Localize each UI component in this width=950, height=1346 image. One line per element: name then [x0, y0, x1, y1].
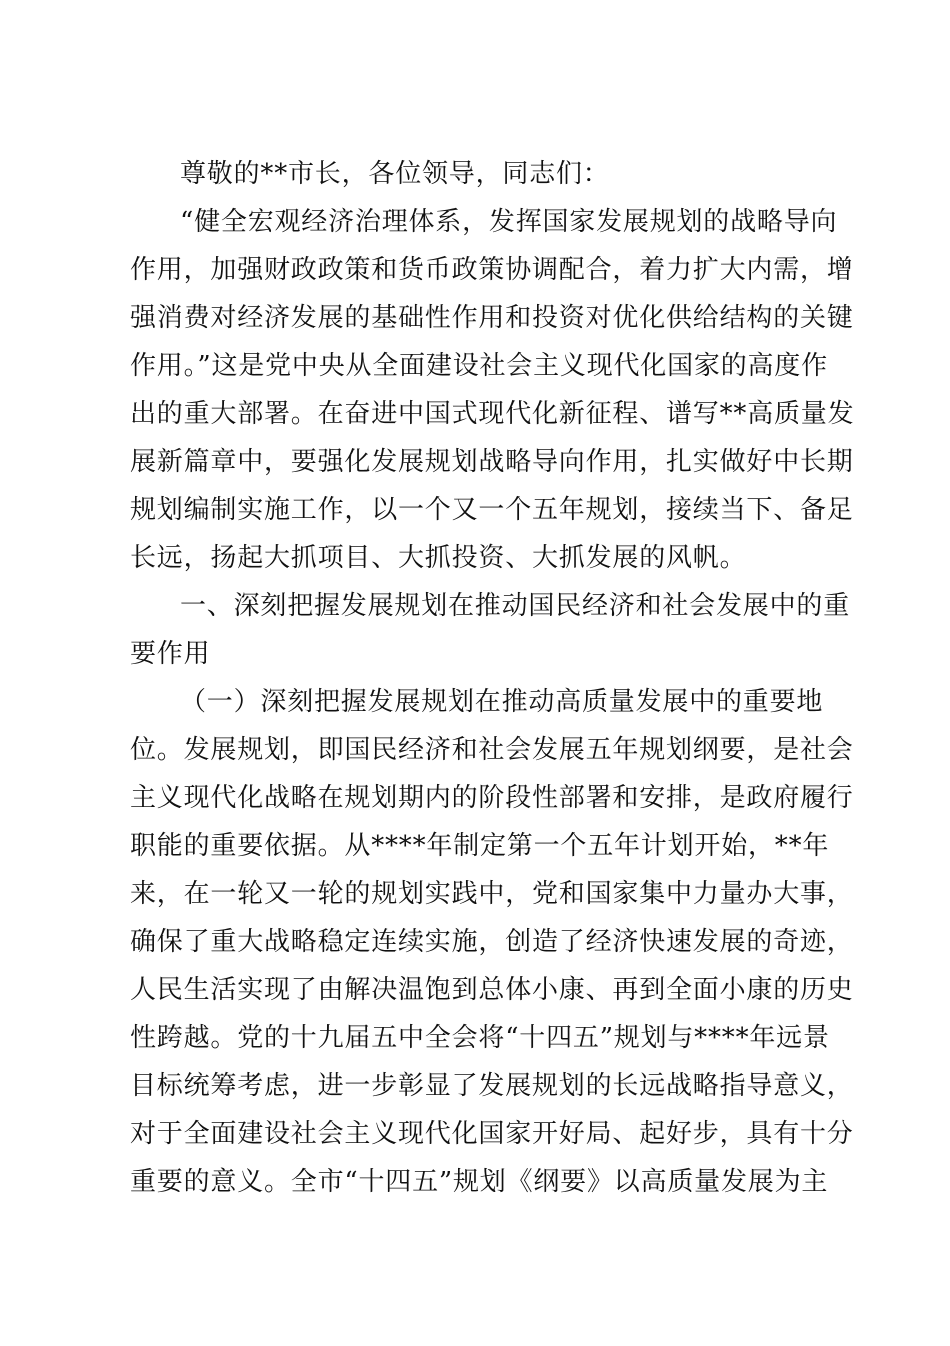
intro-line-1: “健全宏观经济治理体系，发挥国家发展规划的战略导向: [180, 207, 838, 237]
section-1-line-9: 目标统筹考虑，进一步彰显了发展规划的长远战略指导意义，: [130, 1071, 854, 1101]
section-1-line-1: （一）深刻把握发展规划在推动高质量发展中的重要地: [180, 687, 824, 717]
intro-line-7: 规划编制实施工作，以一个又一个五年规划，接续当下、备足: [130, 495, 854, 525]
section-1-line-8: 性跨越。党的十九届五中全会将“十四五”规划与****年远景: [130, 1023, 830, 1053]
section-1-line-4: 职能的重要依据。从****年制定第一个五年计划开始，**年: [130, 831, 830, 861]
intro-line-5: 出的重大部署。在奋进中国式现代化新征程、谱写**高质量发: [130, 399, 855, 429]
intro-line-3: 强消费对经济发展的基础性作用和投资对优化供给结构的关键: [130, 303, 854, 333]
section-1-line-6: 确保了重大战略稳定连续实施，创造了经济快速发展的奇迹，: [130, 927, 854, 957]
heading-1-line-2: 要作用: [130, 639, 211, 669]
section-1-line-7: 人民生活实现了由解决温饱到总体小康、再到全面小康的历史: [130, 975, 854, 1005]
intro-line-2: 作用，加强财政政策和货币政策协调配合，着力扩大内需，增: [130, 255, 854, 285]
intro-line-6: 展新篇章中，要强化发展规划战略导向作用，扎实做好中长期: [130, 447, 854, 477]
intro-line-8: 长远，扬起大抓项目、大抓投资、大抓发展的风帆。: [130, 543, 747, 573]
section-1-line-11: 重要的意义。全市“十四五”规划《纲要》以高质量发展为主: [130, 1167, 829, 1197]
section-1-line-10: 对于全面建设社会主义现代化国家开好局、起好步，具有十分: [130, 1119, 854, 1149]
intro-line-4: 作用。”这是党中央从全面建设社会主义现代化国家的高度作: [130, 351, 828, 381]
section-1-line-3: 主义现代化战略在规划期内的阶段性部署和安排，是政府履行: [130, 783, 854, 813]
heading-1-line-1: 一、深刻把握发展规划在推动国民经济和社会发展中的重: [180, 591, 851, 621]
greeting-line: 尊敬的**市长，各位领导，同志们：: [180, 159, 610, 189]
section-1-line-5: 来，在一轮又一轮的规划实践中，党和国家集中力量办大事，: [130, 879, 854, 909]
section-1-line-2: 位。发展规划，即国民经济和社会发展五年规划纲要，是社会: [130, 735, 854, 765]
